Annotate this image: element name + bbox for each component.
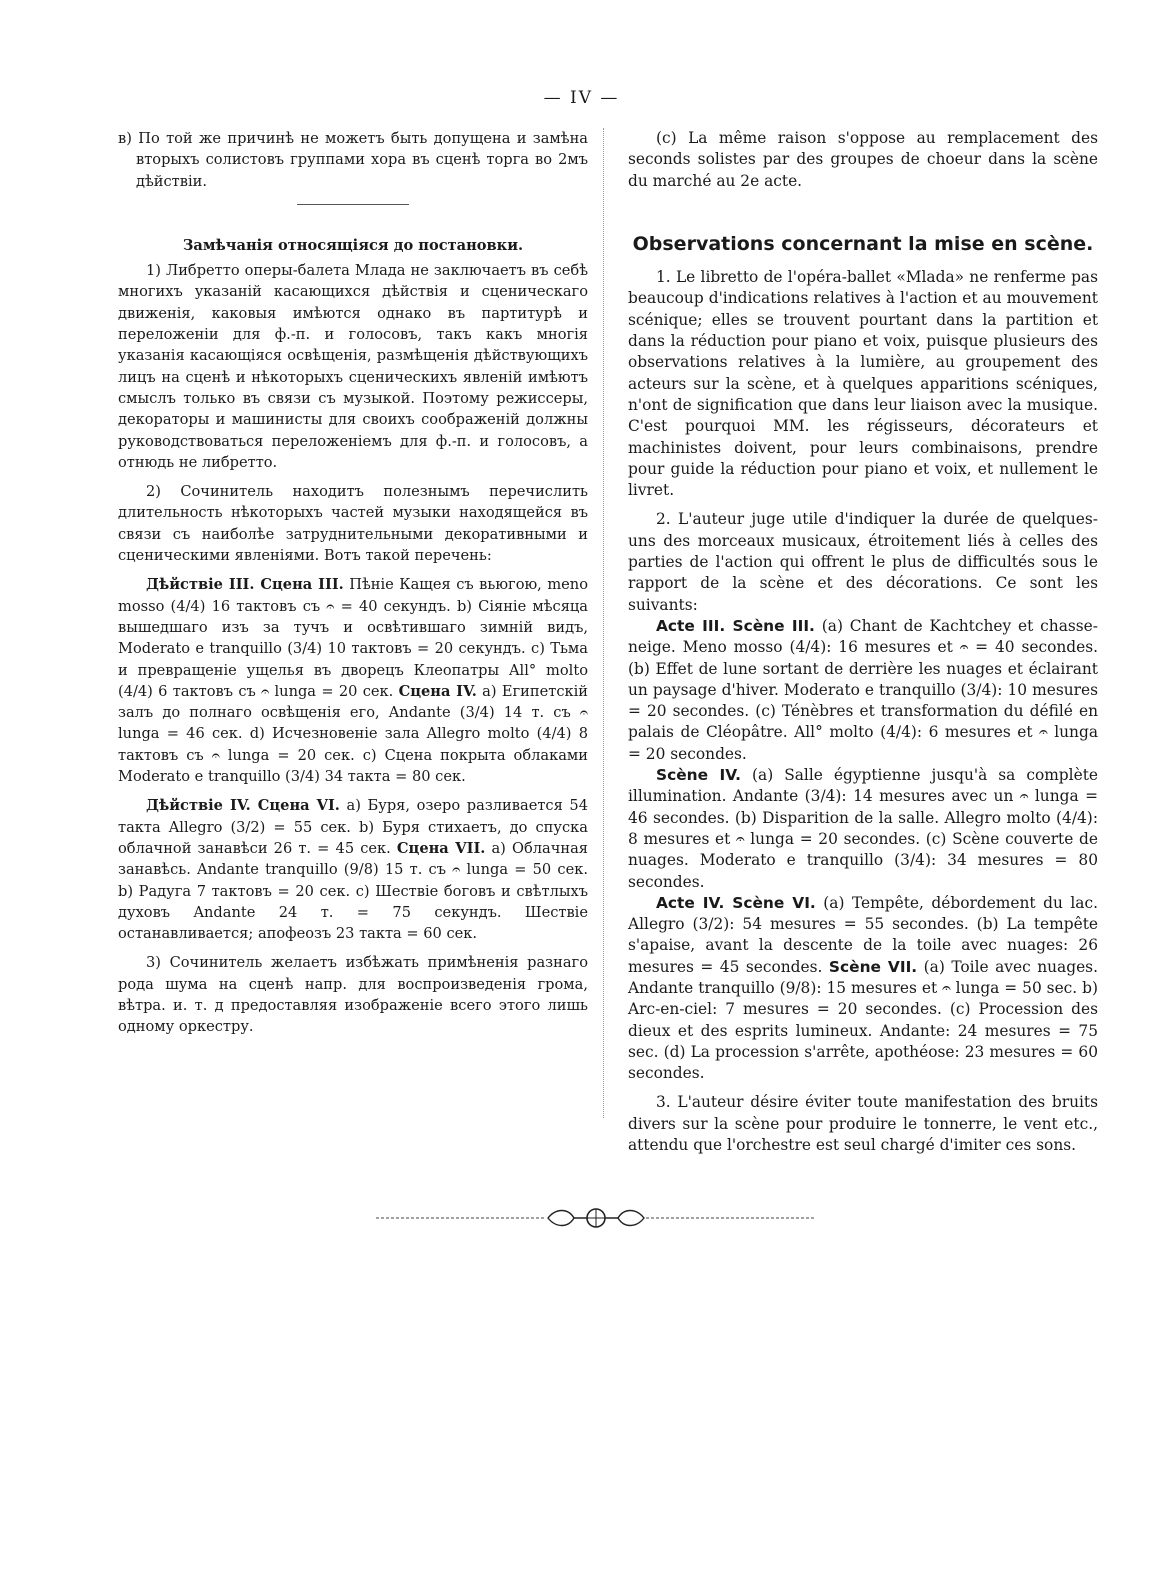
french-paragraph-1: 1. Le libretto de l'opéra-ballet «Mlada» ne renferme pas beaucoup d'indications relatives à l'action et au mouvement scénique; elles se trouvent pourtant dans la partition et dans la réduction pour piano et voix, puisque plusieurs des observations relatives à la lumière, au groupement des acteurs sur la scène, et à quelques apparitions scéniques, n'ont de signification que dans leur liaison avec la musique. C'est pourquoi MM. les régisseurs, décorateurs et machinistes doivent, pour leurs combinaisons, prendre pour guide la réduction pour piano et voix, et nullement le livret.: [628, 268, 1098, 500]
russian-act3-text: Пѣніе Кащея съ вьюгою, meno mosso (4/4) 16 тактовъ съ 𝄐 = 40 секундъ. b) Сіяніе мѣсяца вышедшаго изъ за тучъ и освѣтившаго зимній видъ, Moderato e tranquillo (3/4) 10 тактовъ = 20 секундъ. c) Тьма и превращеніе ущелья въ дворецъ Клеопатры All° molto (4/4) 6 тактовъ съ 𝄐 lunga = 20 сек.: [118, 576, 588, 700]
french-act3-text: (a) Chant de Kachtchey et chasse-neige. Meno mosso (4/4): 16 mesures et 𝄐 = 40 secondes. (b) Effet de lune sortant de derrière les nuages et éclairant un paysage d'hiver. Moderato e tranquillo (3/4): 10 mesures = 20 secondes. (c) Ténèbres et transformation du défilé en palais de Cléopâtre. All° molto (4/4): 6 mesures et 𝄐 lunga = 20 secondes.: [628, 616, 1098, 763]
russian-scene4-text: a) Египетскій залъ до полнаго освѣщенія его, Andante (3/4) 14 т. съ 𝄐 lunga = 46 сек. d) Исчезновеніе зала Allegro molto (4/4) 8 тактовъ съ 𝄐 lunga = 20 сек. c) Сцена покрыта облаками Moderato e tranquillo (3/4) 34 такта = 80 сек.: [118, 682, 589, 786]
french-scene4-label: Scène IV.: [656, 766, 742, 785]
russian-act3-block: [118, 574, 588, 787]
ornament-divider-icon: [376, 1198, 816, 1238]
french-act3-label: Acte III. Scène III.: [656, 616, 815, 635]
russian-act3-label: Дѣйствіе III. Сцена III.: [146, 576, 344, 594]
russian-scene7-label: Сцена VII.: [396, 839, 486, 857]
french-paragraph-3: 3. L'auteur désire éviter toute manifestation des bruits divers sur la scène pour produire le tonnerre, le vent etc., attendu que l'orchestre est seul chargé d'imiter ces sons.: [628, 1093, 1098, 1155]
french-scene7-text: (a) Toile avec nuages. Andante tranquillo (9/8): 15 mesures et 𝄐 lunga = 50 sec. b) Arc-en-ciel: 7 mesures = 20 secondes. (c) Procession des dieux et des esprits lumineux. Andante: 24 mesures = 75 sec. (d) La procession s'arrête, apothéose: 23 mesures = 60 secondes.: [628, 957, 1098, 1083]
french-column: [628, 128, 1098, 1156]
french-scene4-text: (a) Salle égyptienne jusqu'à sa complète illumination. Andante (3/4): 14 mesures avec un 𝄐 lunga = 46 secondes. (b) Disparition de la salle. Allegro molto (4/4): 8 mesures et 𝄐 lunga = 20 secondes. (c) Scène couverte de nuages. Moderato e tranquillo (3/4): 34 mesures = 80 secondes.: [628, 766, 1098, 891]
russian-note-c: в) По той же причинѣ не можетъ быть допущена и замѣна вторыхъ солистовъ группами хора въ сценѣ торга во 2мъ дѣйствіи.: [118, 130, 588, 190]
french-scene7-label: Scène VII.: [828, 957, 918, 976]
russian-act4-text: a) Буря, озеро разливается 54 такта Allegro (3/2) = 55 сек. b) Буря стихаетъ, до спуска облачной занавѣси 26 т. = 45 сек.: [118, 797, 588, 857]
russian-heading: Замѣчанія относящіяся до постановки.: [182, 236, 524, 254]
french-act4-block: [628, 893, 1098, 1085]
russian-paragraph-3: 3) Сочинитель желаетъ избѣжать примѣненія разнаго рода шума на сценѣ напр. для воспроизведенія грома, вѣтра. и. т. д предоставляя изображеніе всего этого лишь одному оркестру.: [118, 954, 588, 1036]
russian-paragraph-1: 1) Либретто оперы-балета Млада не заключаетъ въ себѣ многихъ указаній касающихся дѣйствія и сценическаго движенія, каковыя имѣются однако въ партитурѣ и переложеніи для ф.-п. и голосовъ, такъ какъ многія указанія касающіяся освѣщенія, размѣщенія дѣйствующихъ лицъ на сценѣ и нѣкоторыхъ сценическихъ явленій имѣютъ смыслъ только въ связи съ музыкой. Поэтому режиссеры, декораторы и машинисты для своихъ соображеній должны руководствоваться переложеніемъ для ф.-п. и голосовъ, а отнюдь не либретто.: [118, 262, 588, 471]
french-scene4-block: [628, 765, 1098, 893]
russian-act4-block: [118, 795, 588, 944]
french-paragraph-2: 2. L'auteur juge utile d'indiquer la durée de quelques-uns des morceaux musicaux, étroitement liés à celles des parties de l'action qui offrent le plus de difficultés sous le rapport de la scène et des décorations. Ce sont les suivants:: [628, 510, 1098, 614]
french-act4-text: (a) Tempête, débordement du lac. Allegro (3/2): 54 mesures = 55 secondes. (b) La tempête s'apaise, avant la descente de la toile avec nuages: 26 mesures = 45 secondes.: [628, 893, 1098, 976]
french-note-c: (c) La même raison s'oppose au remplacement des seconds solistes par des groupes de choeur dans la scène du marché au 2e acte.: [628, 129, 1098, 190]
russian-paragraph-2: 2) Сочинитель находитъ полезнымъ перечислить длительность нѣкоторыхъ частей музыки находящейся въ связи съ наиболѣе затруднительными декоративными и сценическими явленіями. Вотъ такой перечень:: [118, 483, 588, 565]
column-divider: [603, 128, 605, 1118]
page-number: — IV —: [543, 88, 620, 108]
french-act3-block: [628, 616, 1098, 765]
french-heading: Observations concernant la mise en scène.: [632, 232, 1094, 255]
russian-scene7-text: a) Облачная занавѣсь. Andante tranquillo (9/8) 15 т. съ 𝄐 lunga = 50 сек. b) Радуга 7 тактовъ = 20 сек. c) Шествіе боговъ и свѣтлыхъ духовъ Andante 24 т. = 75 секундъ. Шествіе останавливается; апофеозъ 23 такта = 60 сек.: [118, 839, 589, 943]
russian-scene4-label: Сцена IV.: [398, 682, 477, 700]
russian-act4-label: Дѣйствіе IV. Сцена VI.: [146, 797, 340, 815]
russian-column: [118, 128, 588, 1038]
section-rule: [297, 204, 409, 205]
french-act4-label: Acte IV. Scène VI.: [656, 893, 816, 912]
